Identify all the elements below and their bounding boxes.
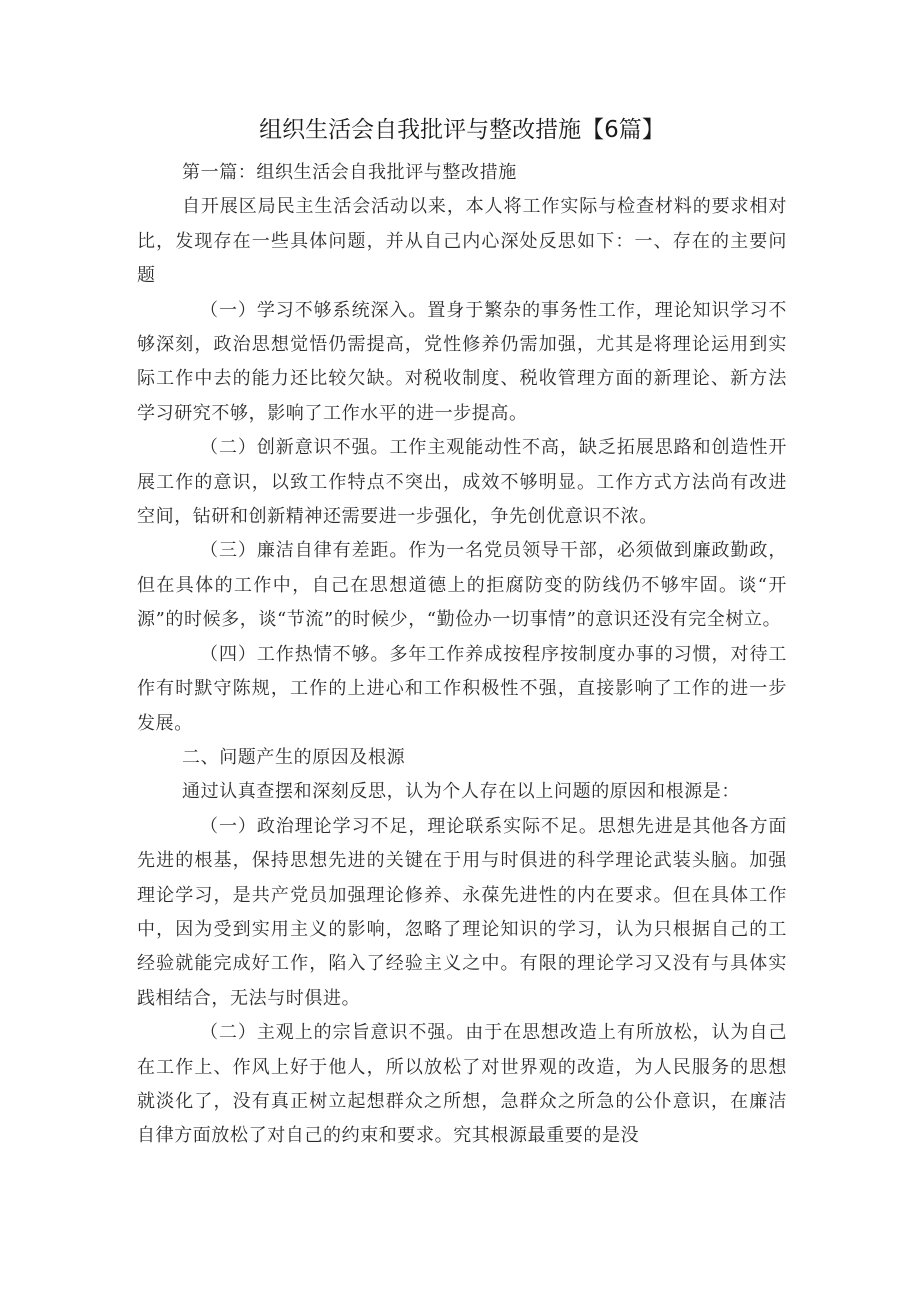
section-heading-causes: 二、问题产生的原因及根源 xyxy=(182,746,406,768)
cause-paragraph-2: （二）主观上的宗旨意识不强。由于在思想改造上有所放松，认为自己在工作上、作风上好于他人，所以放松了对世界观的改造，为人民服务的思想就淡化了，没有真正树立起想群众之所想，急群众之所急的公仆意识，在廉洁自律方面放松了对自己的约束和要求。究其根源最重要的是没 xyxy=(137,1022,787,1147)
causes-intro-paragraph: 通过认真查摆和深刻反思，认为个人存在以上问题的原因和根源是： xyxy=(182,781,740,803)
problem-paragraph-2: （二）创新意识不强。工作主观能动性不高，缺乏拓展思路和创造性开展工作的意识，以致工作特点不突出，成效不够明显。工作方式方法尚有改进空间，钻研和创新精神还需要进一步强化，争先创优意识不浓。 xyxy=(137,437,787,528)
cause-paragraph-1: （一）政治理论学习不足，理论联系实际不足。思想先进是其他各方面先进的根基，保持思想先进的关键在于用与时俱进的科学理论武装头脑。加强理论学习，是共产党员加强理论修养、永葆先进性的内在要求。但在具体工作中，因为受到实用主义的影响，忽略了理论知识的学习，认为只根据自己的工经验就能完成好工作，陷入了经验主义之中。有限的理论学习又没有与具体实践相结合，无法与时俱进。 xyxy=(137,815,787,1009)
document-title: 组织生活会自我批评与整改措施【6篇】 xyxy=(259,117,665,143)
document-body xyxy=(137,110,787,1154)
intro-paragraph: 自开展区局民主生活会活动以来，本人将工作实际与检查材料的要求相对比，发现存在一些具体问题，并从自己内心深处反思如下：一、存在的主要问题 xyxy=(137,196,787,287)
problem-paragraph-3: （三）廉洁自律有差距。作为一名党员领导干部，必须做到廉政勤政，但在具体的工作中，自己在思想道德上的拒腐防变的防线仍不够牢固。谈“开源”的时候多，谈“节流”的时候少，“勤俭办一切事情”的意识还没有完全树立。 xyxy=(137,540,787,631)
section-heading-part-one: 第一篇：组织生活会自我批评与整改措施 xyxy=(182,162,517,183)
problem-paragraph-1: （一）学习不够系统深入。置身于繁杂的事务性工作，理论知识学习不够深刻，政治思想觉悟仍需提高，党性修养仍需加强，尤其是将理论运用到实际工作中去的能力还比较欠缺。对税收制度、税收管理方面的新理论、新方法学习研究不够，影响了工作水平的进一步提高。 xyxy=(137,299,787,424)
problem-paragraph-4: （四）工作热情不够。多年工作养成按程序按制度办事的习惯，对待工作有时默守陈规，工作的上进心和工作积极性不强，直接影响了工作的进一步发展。 xyxy=(137,643,787,734)
